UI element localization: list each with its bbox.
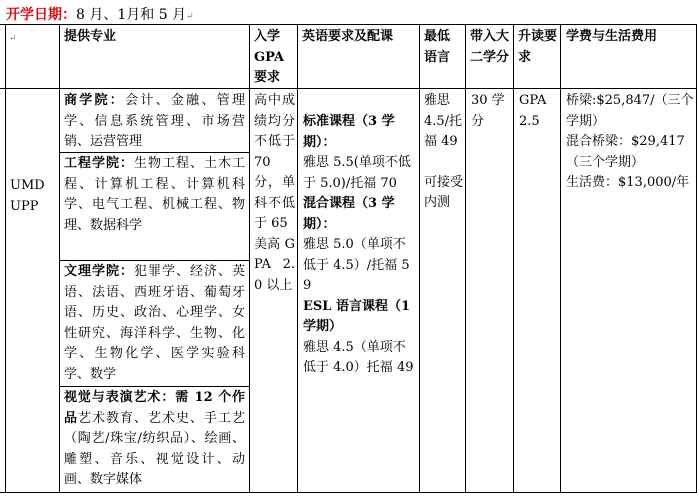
bridge-fee: 桥梁:$25,847/（三个学期） [566,93,694,129]
table-rule-school-3 [59,386,249,387]
table-col-rule [513,24,514,492]
school-majors: 生物工程、土木工程、计算机工程、计算机科学、电气工程、机械工程、物理、数据科学 [64,156,245,233]
school-arts-sciences [64,262,245,385]
standard-course-title: 标准课程（3 学期）： [303,114,395,150]
table-col-rule [297,24,298,492]
school-name: 文理学院： [64,264,134,279]
english-requirements [303,112,416,379]
school-majors: 犯罪学、经济、英语、法语、西班牙语、葡萄牙语、历史、政治、心理学、女性研究、海洋科学、生物、化学、生物化学、医学实验科学、数学 [64,264,245,382]
school-name: 商学院： [64,93,126,108]
table-rule-bottom [0,492,697,493]
school-name: 视觉与表演艺术：需 12 个作品 [64,390,245,426]
header-gpa: 入学 GPA 要求 [254,29,285,85]
program-name: UMD UPP [10,178,45,214]
paragraph-mark: ↵ [186,12,194,22]
school-visual-performing-arts [64,388,245,491]
school-majors: 艺术教育、艺术史、手工艺（陶艺/珠宝/纺织品）、绘画、雕塑、音乐、视觉设计、动画、数字媒体 [64,410,245,487]
school-business [64,91,245,153]
fees-and-living-costs [566,91,694,194]
credits-transferred: 30 学分 [471,93,505,129]
header-min-language: 最低语言 [424,29,451,65]
header-english: 英语要求及配课 [302,29,394,44]
gpa-requirement: 高中成绩均分不低于 70 分，单科不低于 65 美高 GPA 2.0 以上 [254,93,295,293]
school-name: 工程学院： [64,156,134,171]
standard-course-req: 雅思 5.5(单项不低于 5.0)/托福 70 [303,155,411,191]
table-col-rule [59,24,60,492]
school-engineering [64,154,245,236]
progression-requirement: GPA 2.5 [519,93,547,129]
header-program-cell: ↵ [9,34,17,44]
mixed-course-title: 混合课程（3 学期）： [303,196,395,232]
table-col-rule [419,24,420,492]
table-col-rule [249,24,250,492]
header-major: 提供专业 [64,29,117,44]
header-progression: 升读要求 [518,29,558,65]
start-date-value: 8 月、1月和 5 月 [76,7,187,23]
mixed-course-req: 雅思 5.0（单项不低于 4.5）/托福 59 [303,237,410,293]
table-rule-school-2 [59,260,249,261]
table-rule-top [0,24,697,25]
table-col-rule [5,24,6,492]
header-credits: 带入大二学分 [470,29,510,65]
table-col-rule [560,24,561,492]
header-fees: 学费与生活费用 [566,29,658,44]
start-date-label: 开学日期： [6,7,76,23]
table-col-rule [465,24,466,492]
table-rule-header [0,88,697,89]
min-language-requirement: 雅思 4.5/托福 49 可接受内测 [424,93,464,210]
esl-course-req: 雅思 4.5（单项不低于 4.0）托福 49 [303,339,414,375]
mixed-bridge-fee: 混合桥梁：$29,417（三个学期） [566,134,685,170]
school-majors: 会计、金融、管理学、信息系统管理、市场营销、运营管理 [64,93,245,149]
esl-course-title: ESL 语言课程（1 学期） [303,298,411,334]
living-cost: 生活费：$13,000/年 [566,175,690,190]
